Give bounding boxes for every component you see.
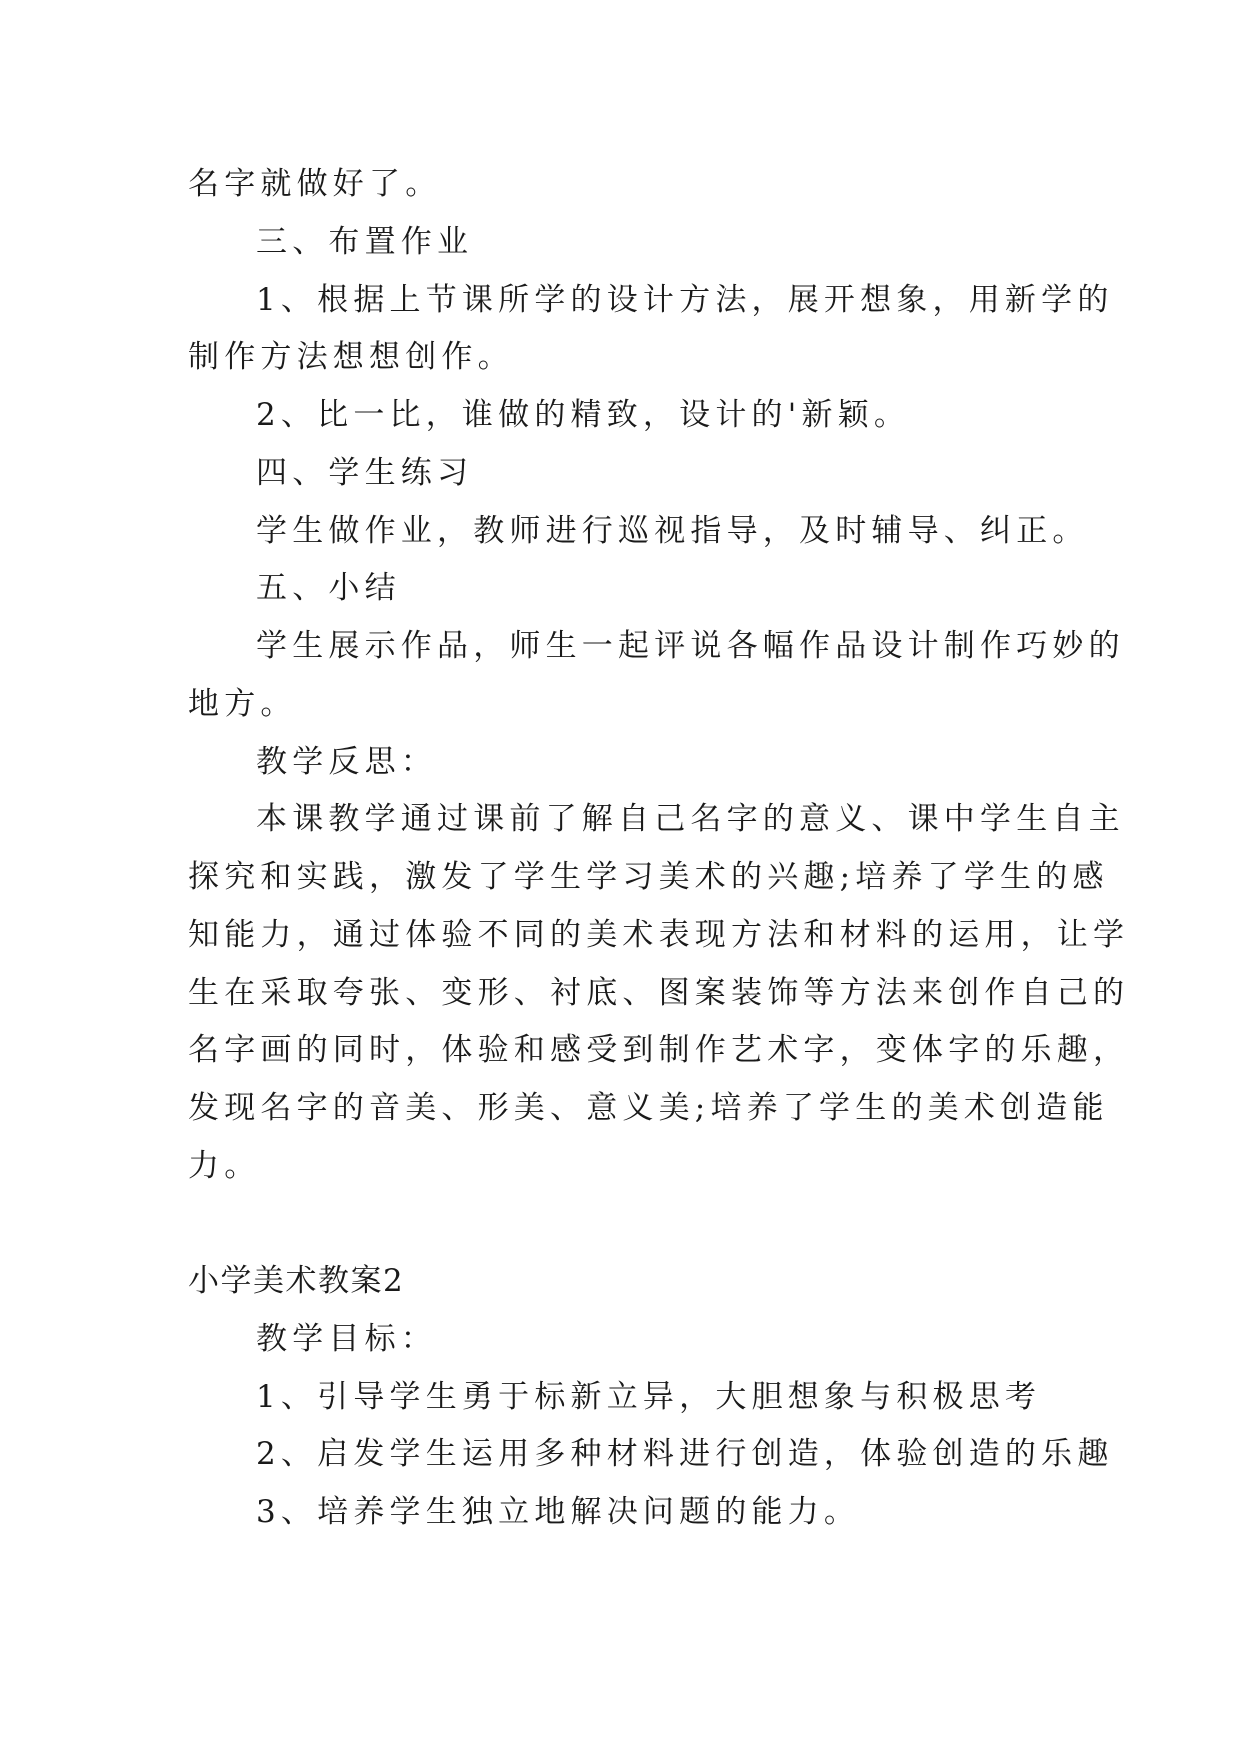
paragraph-line: 1、根据上节课所学的设计方法，展开想象，用新学的 (256, 282, 1114, 318)
section-heading: 教学目标： (256, 1321, 437, 1357)
paragraph-line: 知能力，通过体验不同的美术表现方法和材料的运用，让学 (188, 917, 1130, 953)
paragraph-line: 名字就做好了。 (188, 166, 442, 202)
paragraph-line: 2、比一比，谁做的精致，设计的'新颖。 (256, 397, 911, 433)
section-heading: 教学反思： (256, 744, 437, 780)
paragraph-line: 制作方法想想创作。 (188, 339, 514, 375)
list-item: 3、培养学生独立地解决问题的能力。 (256, 1494, 861, 1530)
paragraph-line: 力。 (188, 1148, 261, 1184)
section-heading: 三、布置作业 (256, 224, 474, 260)
paragraph-line: 探究和实践，激发了学生学习美术的兴趣;培养了学生的感 (188, 859, 1109, 895)
paragraph-line: 学生做作业，教师进行巡视指导，及时辅导、纠正。 (256, 513, 1089, 549)
list-item: 1、引导学生勇于标新立异，大胆想象与积极思考 (256, 1379, 1042, 1415)
paragraph-line: 发现名字的音美、形美、意义美;培养了学生的美术创造能 (188, 1090, 1109, 1126)
paragraph-line: 学生展示作品，师生一起评说各幅作品设计制作巧妙的 (256, 628, 1125, 664)
section-heading: 四、学生练习 (256, 455, 474, 491)
list-item: 2、启发学生运用多种材料进行创造，体验创造的乐趣 (256, 1436, 1114, 1472)
paragraph-line: 生在采取夸张、变形、衬底、图案装饰等方法来创作自己的 (188, 975, 1130, 1011)
paragraph-line: 本课教学通过课前了解自己名字的意义、课中学生自主 (256, 801, 1125, 837)
paragraph-line: 名字画的同时，体验和感受到制作艺术字，变体字的乐趣， (188, 1032, 1130, 1068)
paragraph-line: 地方。 (188, 686, 297, 722)
document-title: 小学美术教案2 (188, 1263, 405, 1299)
section-heading: 五、小结 (256, 570, 401, 606)
